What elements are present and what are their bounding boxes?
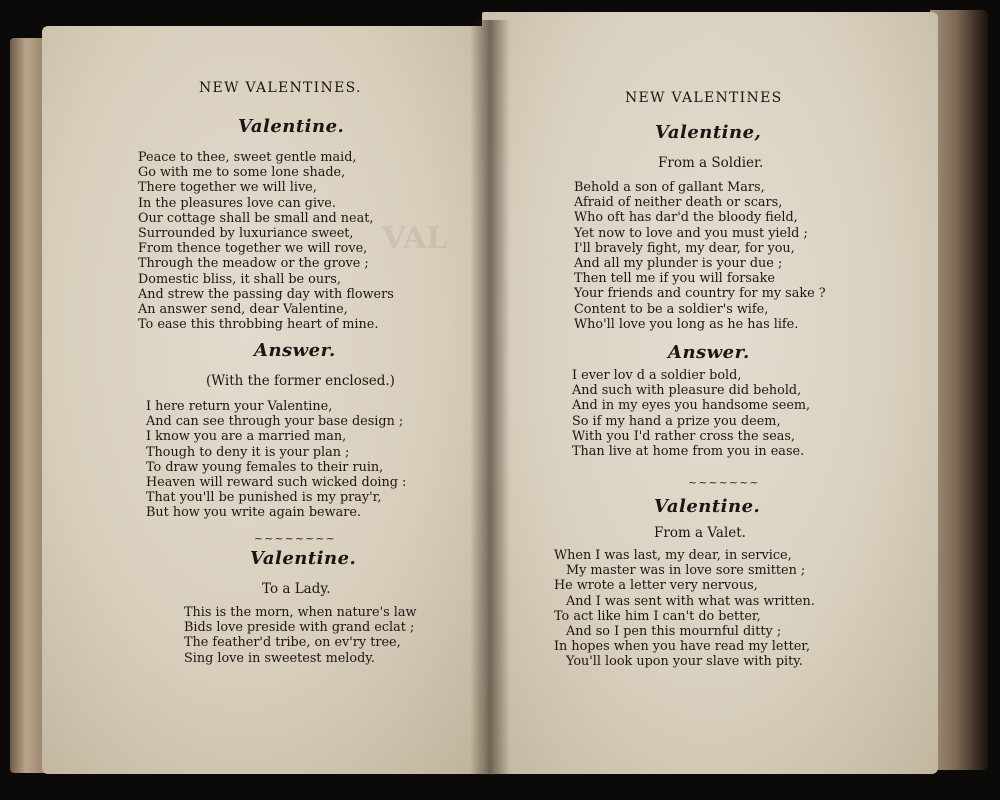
left-page: VAL NEW VALENTINES. Valentine. Peace to thee, sweet gentle maid, Go with me to some lone shade, There together we will live, In the pleasures love can give. Our cottage shall be small and neat, Surrounded by luxuriance sweet, From thence together we will rove, Through the meadow or the grove ; Domestic bliss, it shall be ours, And strew the passing day with flowers An answer send, dear Valentine, To ease this throbbing heart of mine. Answer. (With the former enclosed.) I here return your Valentine, And can see through your base design ; I know you are a married man, Though to deny it is your plan ; To draw young females to their ruin, Heaven will reward such wicked doing : That you'll be punished is my pray'r, But how you write again beware. ~~~~~~~~ Valentine. To a Lady. This is the morn, when nature's law Bids love preside with grand eclat ; The feather'd tribe, on ev'ry tree, Sing love in sweetest melody.	[42, 26, 490, 774]
verse-line: To ease this throbbing heart of mine.	[138, 317, 379, 333]
poem-subtitle: From a Soldier.	[658, 155, 764, 171]
verse-line: Though to deny it is your plan ;	[146, 444, 350, 460]
poem-verse	[554, 548, 815, 670]
verse-line: My master was in love sore smitten ;	[566, 563, 806, 579]
poem-verse	[572, 368, 810, 459]
verse-line: Who oft has dar'd the bloody field,	[574, 210, 798, 226]
verse-line: To draw young females to their ruin,	[146, 459, 384, 475]
verse-line: Then tell me if you will forsake	[574, 271, 775, 287]
verse-line: I'll bravely fight, my dear, for you,	[574, 240, 795, 256]
verse-line: An answer send, dear Valentine,	[138, 301, 348, 317]
verse-line: To act like him I can't do better,	[554, 608, 761, 624]
poem-title: Valentine.	[250, 548, 357, 569]
poem-verse	[146, 399, 406, 521]
poem-subtitle: (With the former enclosed.)	[206, 373, 395, 389]
poem-title: Valentine.	[238, 116, 345, 137]
verse-line: Through the meadow or the grove ;	[138, 256, 369, 272]
verse-line: Heaven will reward such wicked doing :	[146, 474, 407, 490]
verse-line: There together we will live,	[138, 180, 317, 196]
poem-title: Valentine,	[655, 122, 762, 143]
poem-verse	[574, 180, 826, 332]
verse-line: In hopes when you have read my letter,	[554, 639, 811, 655]
poem-verse	[138, 150, 394, 332]
verse-line: When I was last, my dear, in service,	[554, 548, 792, 563]
verse-line: And so I pen this mournful ditty ;	[566, 623, 782, 639]
verse-line: Content to be a soldier's wife,	[574, 301, 769, 317]
poem-verse	[184, 605, 416, 666]
running-head: NEW VALENTINES.	[199, 80, 362, 96]
verse-line: Peace to thee, sweet gentle maid,	[138, 150, 357, 165]
verse-line: Yet now to love and you must yield ;	[574, 225, 808, 241]
verse-line: Sing love in sweetest melody.	[184, 650, 375, 666]
verse-line: You'll look upon your slave with pity.	[566, 654, 803, 670]
verse-line: I ever lov d a soldier bold,	[572, 368, 742, 383]
verse-line: With you I'd rather cross the seas,	[572, 428, 796, 444]
verse-line: That you'll be punished is my pray'r,	[146, 490, 382, 506]
verse-line: Surrounded by luxuriance sweet,	[138, 225, 354, 241]
poem-subtitle: To a Lady.	[262, 581, 331, 597]
verse-line: This is the morn, when nature's law	[184, 605, 417, 620]
verse-line: In the pleasures love can give.	[138, 195, 336, 211]
verse-line: And I was sent with what was written.	[566, 593, 815, 609]
verse-line: Behold a son of gallant Mars,	[574, 180, 765, 195]
poem-subtitle: From a Valet.	[654, 525, 746, 541]
verse-line: Bids love preside with grand eclat ;	[184, 620, 415, 636]
verse-line: Afraid of neither death or scars,	[574, 195, 783, 211]
poem-title: Valentine.	[654, 496, 761, 517]
right-page	[482, 12, 938, 774]
verse-line: So if my hand a prize you deem,	[572, 413, 781, 429]
verse-line: And such with pleasure did behold,	[572, 383, 802, 399]
verse-line: From thence together we will rove,	[138, 241, 368, 257]
verse-line: Who'll love you long as he has life.	[574, 316, 799, 332]
running-head: NEW VALENTINES	[625, 90, 783, 106]
verse-line: And strew the passing day with flowers	[138, 286, 394, 302]
verse-line: I here return your Valentine,	[146, 399, 333, 414]
verse-line: Your friends and country for my sake ?	[574, 286, 826, 302]
verse-line: Than live at home from you in ease.	[572, 443, 805, 459]
verse-line: I know you are a married man,	[146, 429, 347, 445]
verse-line: And can see through your base design ;	[146, 414, 404, 430]
verse-line: Domestic bliss, it shall be ours,	[138, 271, 341, 287]
verse-line: And all my plunder is your due ;	[574, 255, 783, 271]
right-page-edges	[930, 10, 988, 770]
divider-rule: ~~~~~~~	[688, 476, 760, 489]
book-gutter	[470, 20, 510, 775]
verse-line: But how you write again beware.	[146, 505, 361, 521]
verse-line: Our cottage shall be small and neat,	[138, 210, 374, 226]
poem-title: Answer.	[254, 340, 336, 361]
verse-line: The feather'd tribe, on ev'ry tree,	[184, 635, 401, 651]
verse-line: He wrote a letter very nervous,	[554, 578, 758, 594]
divider-rule: ~~~~~~~~	[254, 532, 336, 545]
verse-line: Go with me to some lone shade,	[138, 165, 346, 181]
verse-line: And in my eyes you handsome seem,	[572, 398, 811, 414]
poem-title: Answer.	[668, 342, 750, 363]
